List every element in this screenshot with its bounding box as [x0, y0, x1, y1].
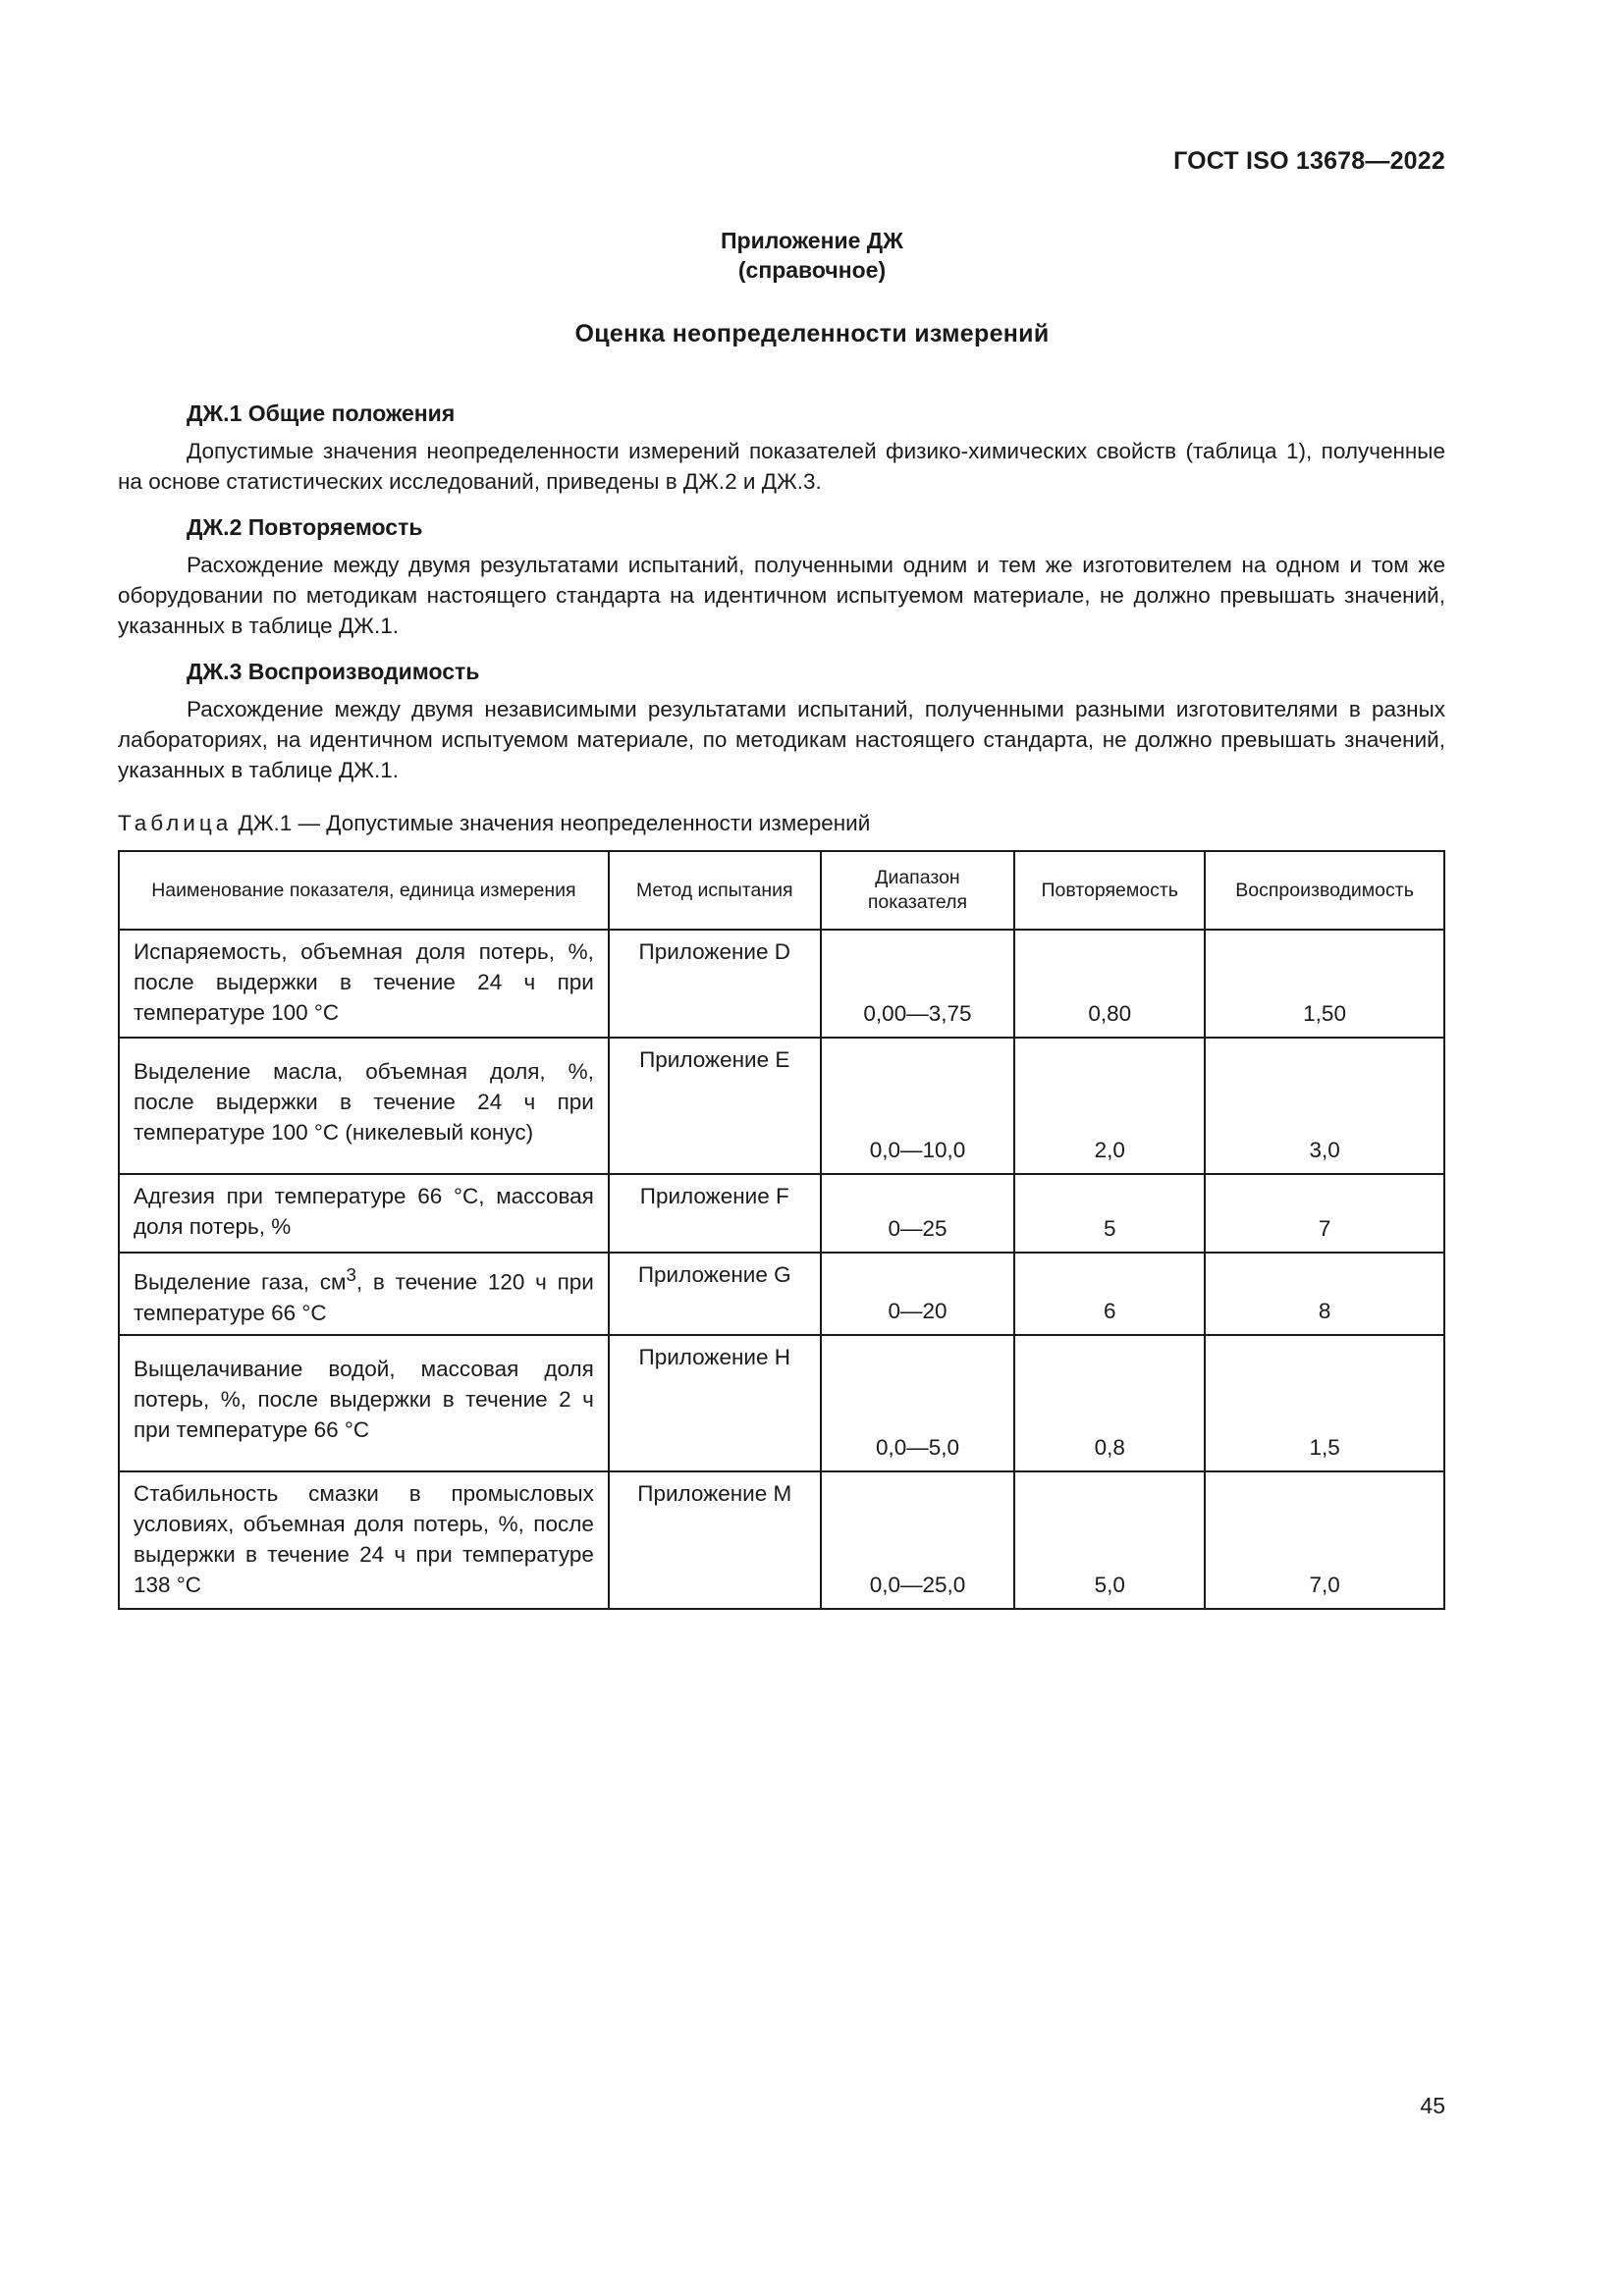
cell-reproducibility: 8 — [1205, 1253, 1444, 1335]
cell-method: Приложение D — [609, 930, 821, 1038]
main-title: Оценка неопределенности измерений — [574, 320, 1050, 347]
table-row — [119, 1174, 1444, 1253]
cell-name: Выделение масла, объемная доля, %, после выдержки в течение 24 ч при температуре 100 °С (никелевый конус) — [119, 1038, 609, 1174]
appendix-title: Приложение ДЖ — [721, 228, 903, 253]
table-row — [119, 1335, 1444, 1471]
section-text-general: Допустимые значения неопределенности измерений показателей физико-химических свойств (таблица 1), полученные на основе статистических исследований, приведены в ДЖ.2 и ДЖ.3. — [118, 439, 1445, 494]
cell-range: 0—20 — [821, 1253, 1015, 1335]
table-row — [119, 1253, 1444, 1335]
cell-range: 0,0—10,0 — [821, 1038, 1015, 1174]
cell-method: Приложение M — [609, 1471, 821, 1609]
document-code: ГОСТ ISO 13678—2022 — [1173, 147, 1445, 175]
cell-range: 0—25 — [821, 1174, 1015, 1253]
table-caption-text: ДЖ.1 — Допустимые значения неопределенности измерений — [232, 811, 871, 835]
section-text-reproducibility: Расхождение между двумя независимыми результатами испытаний, полученными разными изготовителями в разных лабораториях, на идентичном испытуемом материале, по методикам настоящего стандарта, не должно превышать значений, указанных в таблице ДЖ.1. — [118, 697, 1445, 782]
header-name: Наименование показателя, единица измерения — [119, 851, 609, 930]
cell-method: Приложение E — [609, 1038, 821, 1174]
uncertainty-table — [118, 850, 1445, 1610]
cell-reproducibility: 7 — [1205, 1174, 1444, 1253]
cell-repeatability: 5,0 — [1014, 1471, 1205, 1609]
table-header-row — [119, 851, 1444, 930]
cell-name — [119, 1253, 609, 1335]
header-reproducibility: Воспроизводимость — [1205, 851, 1444, 930]
cell-name-text-rest: , в течение 120 ч при температуре 66 °С — [134, 1269, 594, 1325]
cell-range: 0,00—3,75 — [821, 930, 1015, 1038]
cell-name-text: Выделение газа, см — [134, 1269, 347, 1295]
section-text-repeatability: Расхождение между двумя результатами испытаний, полученными одним и тем же изготовителем на одном и том же оборудовании по методикам настоящего стандарта на идентичном испытуемом материале, не должно превышать значений, указанных в таблице ДЖ.1. — [118, 553, 1445, 638]
cell-reproducibility: 1,50 — [1205, 930, 1444, 1038]
section-heading-reproducibility: ДЖ.3 Воспроизводимость — [187, 659, 480, 684]
cell-method: Приложение G — [609, 1253, 821, 1335]
cell-reproducibility: 3,0 — [1205, 1038, 1444, 1174]
cell-name: Выщелачивание водой, массовая доля потерь, %, после выдержки в течение 2 ч при температуре 66 °С — [119, 1335, 609, 1471]
cell-repeatability: 0,80 — [1014, 930, 1205, 1038]
cell-range: 0,0—25,0 — [821, 1471, 1015, 1609]
cell-repeatability: 0,8 — [1014, 1335, 1205, 1471]
table-row — [119, 1471, 1444, 1609]
section-heading-repeatability: ДЖ.2 Повторяемость — [187, 514, 423, 540]
header-method: Метод испытания — [609, 851, 821, 930]
cell-repeatability: 6 — [1014, 1253, 1205, 1335]
cell-name: Стабильность смазки в промысловых условиях, объемная доля потерь, %, после выдержки в течение 24 ч при температуре 138 °С — [119, 1471, 609, 1609]
appendix-subtitle: (справочное) — [737, 257, 887, 283]
cell-reproducibility: 1,5 — [1205, 1335, 1444, 1471]
cell-reproducibility: 7,0 — [1205, 1471, 1444, 1609]
cell-name: Испаряемость, объемная доля потерь, %, после выдержки в течение 24 ч при температуре 100 °С — [119, 930, 609, 1038]
page-number: 45 — [1420, 2093, 1445, 2118]
cell-repeatability: 2,0 — [1014, 1038, 1205, 1174]
header-range: Диапазон показателя — [821, 851, 1015, 930]
section-heading-general: ДЖ.1 Общие положения — [187, 400, 456, 426]
table-caption-label: Таблица — [118, 811, 233, 835]
cell-method: Приложение F — [609, 1174, 821, 1253]
cell-name-superscript: 3 — [346, 1264, 356, 1285]
table-caption — [118, 811, 870, 836]
header-repeatability: Повторяемость — [1014, 851, 1205, 930]
cell-repeatability: 5 — [1014, 1174, 1205, 1253]
cell-name: Адгезия при температуре 66 °С, массовая доля потерь, % — [119, 1174, 609, 1253]
cell-method: Приложение H — [609, 1335, 821, 1471]
table-row — [119, 1038, 1444, 1174]
cell-range: 0,0—5,0 — [821, 1335, 1015, 1471]
table-row — [119, 930, 1444, 1038]
